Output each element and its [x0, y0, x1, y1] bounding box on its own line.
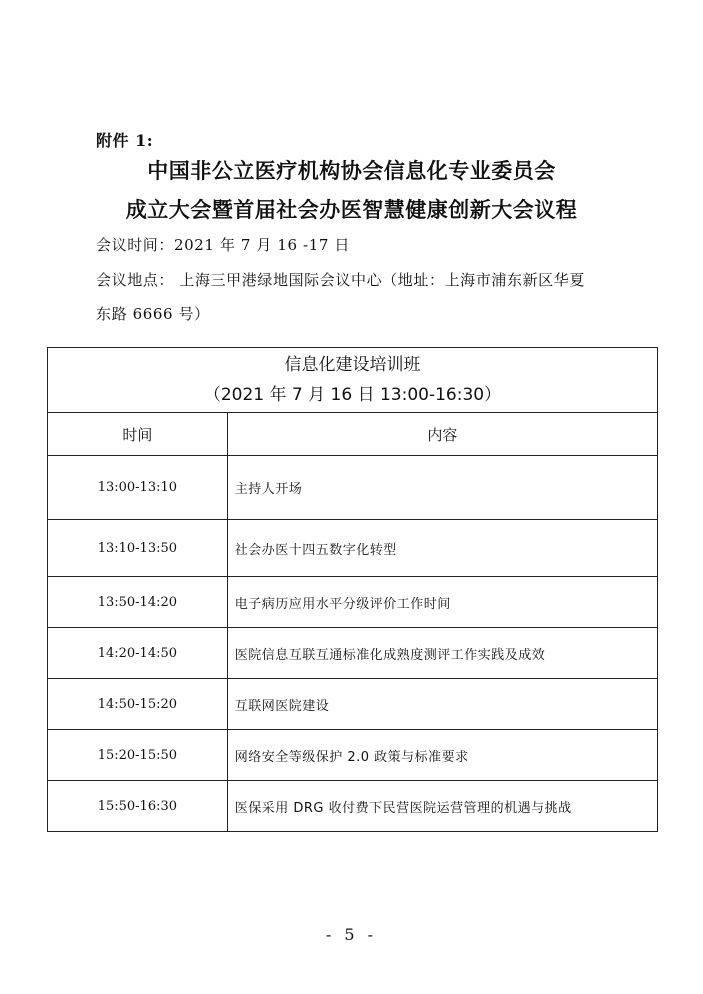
- column-header-time: 时间: [48, 413, 228, 456]
- row-time: 14:50-15:20: [48, 679, 228, 730]
- section-header-cell: [48, 348, 658, 413]
- row-content: 电子病历应用水平分级评价工作时间: [227, 577, 657, 628]
- table-section-header: [48, 348, 658, 413]
- column-header-content: 内容: [227, 413, 657, 456]
- row-content: 网络安全等级保护 2.0 政策与标准要求: [227, 730, 657, 781]
- table-row: [48, 781, 658, 832]
- table-row: [48, 520, 658, 577]
- table-row: [48, 456, 658, 520]
- row-content: 社会办医十四五数字化转型: [227, 520, 657, 577]
- table-row: [48, 730, 658, 781]
- row-content: 互联网医院建设: [227, 679, 657, 730]
- table-row: [48, 679, 658, 730]
- agenda-table: [47, 347, 658, 832]
- document-title-line1: 中国非公立医疗机构协会信息化专业委员会: [147, 159, 556, 183]
- document-title-line2: 成立大会暨首届社会办医智慧健康创新大会议程: [125, 198, 578, 222]
- section-title: 信息化建设培训班: [284, 355, 421, 375]
- section-datetime: （2021 年 7 月 16 日 13:00-16:30）: [203, 385, 502, 405]
- meeting-location-line1: 会议地点： 上海三甲港绿地国际会议中心（地址：上海市浦东新区华夏: [96, 271, 585, 289]
- table-row: [48, 628, 658, 679]
- attachment-label: 附件 1:: [96, 131, 154, 150]
- row-time: 15:50-16:30: [48, 781, 228, 832]
- row-time: 13:00-13:10: [48, 456, 228, 520]
- meeting-location-line2: 东路 6666 号）: [96, 305, 210, 323]
- row-content: 主持人开场: [227, 456, 657, 520]
- table-row: [48, 577, 658, 628]
- row-time: 13:10-13:50: [48, 520, 228, 577]
- row-time: 13:50-14:20: [48, 577, 228, 628]
- row-content: 医保采用 DRG 收付费下民营医院运营管理的机遇与挑战: [227, 781, 657, 832]
- page-number: - 5 -: [325, 925, 378, 944]
- row-time: 14:20-14:50: [48, 628, 228, 679]
- row-time: 15:20-15:50: [48, 730, 228, 781]
- table-column-header: [48, 413, 658, 456]
- row-content: 医院信息互联互通标准化成熟度测评工作实践及成效: [227, 628, 657, 679]
- meeting-time: 会议时间：2021 年 7 月 16 -17 日: [96, 236, 350, 254]
